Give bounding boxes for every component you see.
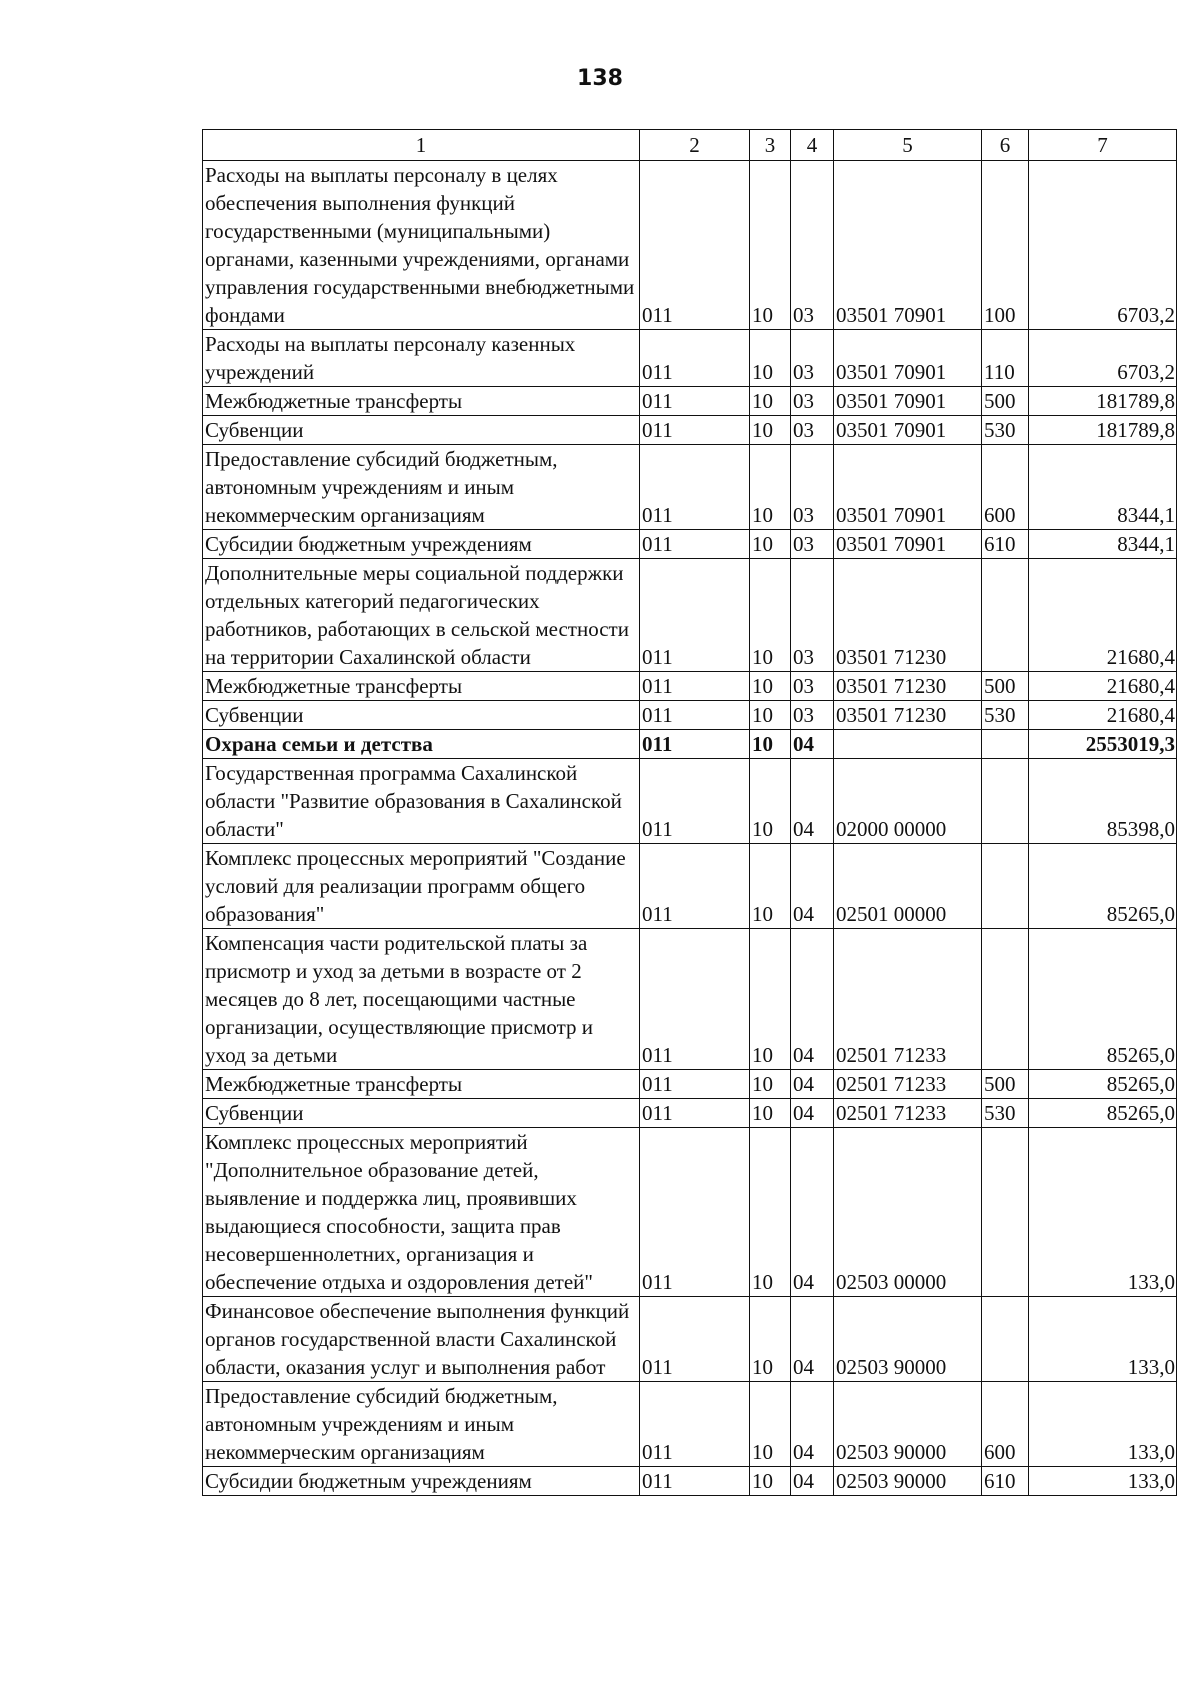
row-subsection-code: 04	[791, 1128, 834, 1297]
row-amount: 6703,2	[1029, 161, 1177, 330]
table-row	[203, 844, 1177, 929]
header-col-7: 7	[1029, 130, 1177, 161]
row-ministry-code: 011	[640, 759, 750, 844]
row-amount: 85265,0	[1029, 844, 1177, 929]
row-amount: 2553019,3	[1029, 730, 1177, 759]
table-row	[203, 1467, 1177, 1496]
row-ministry-code: 011	[640, 416, 750, 445]
row-section-code: 10	[750, 759, 791, 844]
row-amount: 21680,4	[1029, 672, 1177, 701]
table-row	[203, 672, 1177, 701]
row-section-code: 10	[750, 445, 791, 530]
row-description: Государственная программа Сахалинской области "Развитие образования в Сахалинской области"	[203, 759, 640, 844]
row-ministry-code: 011	[640, 730, 750, 759]
row-target-article: 02503 90000	[834, 1467, 982, 1496]
row-subsection-code: 04	[791, 730, 834, 759]
table-row	[203, 416, 1177, 445]
budget-table	[202, 129, 1177, 1496]
row-target-article: 02503 00000	[834, 1128, 982, 1297]
row-section-code: 10	[750, 1467, 791, 1496]
header-col-2: 2	[640, 130, 750, 161]
row-description: Субвенции	[203, 1099, 640, 1128]
table-row	[203, 759, 1177, 844]
row-section-code: 10	[750, 559, 791, 672]
header-col-4: 4	[791, 130, 834, 161]
row-amount: 85265,0	[1029, 929, 1177, 1070]
header-col-5: 5	[834, 130, 982, 161]
row-description: Предоставление субсидий бюджетным, автономным учреждениям и иным некоммерческим организациям	[203, 445, 640, 530]
row-expense-type	[982, 844, 1029, 929]
row-description: Субсидии бюджетным учреждениям	[203, 1467, 640, 1496]
row-description: Предоставление субсидий бюджетным, автономным учреждениям и иным некоммерческим организациям	[203, 1382, 640, 1467]
row-amount: 181789,8	[1029, 387, 1177, 416]
row-expense-type: 500	[982, 1070, 1029, 1099]
row-amount: 133,0	[1029, 1382, 1177, 1467]
row-subsection-code: 03	[791, 387, 834, 416]
row-description: Расходы на выплаты персоналу казенных учреждений	[203, 330, 640, 387]
row-ministry-code: 011	[640, 387, 750, 416]
row-expense-type: 500	[982, 387, 1029, 416]
row-expense-type: 600	[982, 1382, 1029, 1467]
row-section-code: 10	[750, 672, 791, 701]
table-row	[203, 929, 1177, 1070]
header-col-3: 3	[750, 130, 791, 161]
row-section-code: 10	[750, 1128, 791, 1297]
table-row	[203, 1070, 1177, 1099]
row-expense-type	[982, 1297, 1029, 1382]
row-subsection-code: 04	[791, 1099, 834, 1128]
row-amount: 21680,4	[1029, 701, 1177, 730]
table-row	[203, 161, 1177, 330]
header-row	[203, 130, 1177, 161]
row-section-code: 10	[750, 844, 791, 929]
row-amount: 133,0	[1029, 1467, 1177, 1496]
row-expense-type	[982, 929, 1029, 1070]
row-subsection-code: 04	[791, 844, 834, 929]
row-target-article: 03501 70901	[834, 530, 982, 559]
row-target-article: 02503 90000	[834, 1382, 982, 1467]
row-ministry-code: 011	[640, 844, 750, 929]
row-amount: 6703,2	[1029, 330, 1177, 387]
row-section-code: 10	[750, 1099, 791, 1128]
row-ministry-code: 011	[640, 445, 750, 530]
row-description: Субсидии бюджетным учреждениям	[203, 530, 640, 559]
row-section-code: 10	[750, 416, 791, 445]
row-description: Охрана семьи и детства	[203, 730, 640, 759]
row-description: Финансовое обеспечение выполнения функций органов государственной власти Сахалинской области, оказания услуг и выполнения работ	[203, 1297, 640, 1382]
row-subsection-code: 04	[791, 929, 834, 1070]
row-description: Комплекс процессных мероприятий "Дополнительное образование детей, выявление и поддержка лиц, проявивших выдающиеся способности, защита прав несовершеннолетних, организация и обеспечение отдыха и оздоровления детей"	[203, 1128, 640, 1297]
row-ministry-code: 011	[640, 929, 750, 1070]
row-target-article: 03501 70901	[834, 330, 982, 387]
row-target-article: 02501 71233	[834, 929, 982, 1070]
row-expense-type	[982, 759, 1029, 844]
row-subsection-code: 03	[791, 161, 834, 330]
row-target-article: 02501 71233	[834, 1099, 982, 1128]
row-description: Межбюджетные трансферты	[203, 387, 640, 416]
row-subsection-code: 03	[791, 672, 834, 701]
row-section-code: 10	[750, 730, 791, 759]
row-amount: 8344,1	[1029, 530, 1177, 559]
row-description: Субвенции	[203, 701, 640, 730]
row-description: Межбюджетные трансферты	[203, 672, 640, 701]
row-description: Комплекс процессных мероприятий "Создание условий для реализации программ общего образования"	[203, 844, 640, 929]
row-amount: 21680,4	[1029, 559, 1177, 672]
row-expense-type	[982, 1128, 1029, 1297]
table-row	[203, 445, 1177, 530]
row-expense-type: 610	[982, 530, 1029, 559]
row-ministry-code: 011	[640, 701, 750, 730]
row-ministry-code: 011	[640, 1382, 750, 1467]
row-expense-type: 110	[982, 330, 1029, 387]
row-target-article: 03501 70901	[834, 161, 982, 330]
row-amount: 85265,0	[1029, 1099, 1177, 1128]
row-subsection-code: 04	[791, 759, 834, 844]
row-ministry-code: 011	[640, 1099, 750, 1128]
row-expense-type	[982, 559, 1029, 672]
row-target-article: 03501 71230	[834, 672, 982, 701]
row-section-code: 10	[750, 1382, 791, 1467]
row-description: Субвенции	[203, 416, 640, 445]
row-ministry-code: 011	[640, 161, 750, 330]
row-section-code: 10	[750, 330, 791, 387]
row-subsection-code: 04	[791, 1467, 834, 1496]
row-amount: 133,0	[1029, 1297, 1177, 1382]
row-expense-type: 600	[982, 445, 1029, 530]
row-ministry-code: 011	[640, 330, 750, 387]
row-expense-type: 500	[982, 672, 1029, 701]
row-target-article: 02501 71233	[834, 1070, 982, 1099]
row-expense-type: 530	[982, 416, 1029, 445]
row-amount: 181789,8	[1029, 416, 1177, 445]
row-target-article: 02503 90000	[834, 1297, 982, 1382]
table-row	[203, 1128, 1177, 1297]
row-ministry-code: 011	[640, 1070, 750, 1099]
table-row	[203, 730, 1177, 759]
table-row	[203, 1382, 1177, 1467]
row-target-article: 02000 00000	[834, 759, 982, 844]
row-subsection-code: 04	[791, 1382, 834, 1467]
row-subsection-code: 03	[791, 416, 834, 445]
row-target-article: 02501 00000	[834, 844, 982, 929]
row-section-code: 10	[750, 387, 791, 416]
row-section-code: 10	[750, 1070, 791, 1099]
row-expense-type: 610	[982, 1467, 1029, 1496]
table-row	[203, 701, 1177, 730]
page-number: 138	[577, 66, 623, 91]
row-ministry-code: 011	[640, 672, 750, 701]
row-amount: 85398,0	[1029, 759, 1177, 844]
row-expense-type	[982, 730, 1029, 759]
row-description: Дополнительные меры социальной поддержки отдельных категорий педагогических работников, работающих в сельской местности на территории Сахалинской области	[203, 559, 640, 672]
table-row	[203, 559, 1177, 672]
header-col-1: 1	[203, 130, 640, 161]
row-ministry-code: 011	[640, 1467, 750, 1496]
table-row	[203, 530, 1177, 559]
row-expense-type: 100	[982, 161, 1029, 330]
row-expense-type: 530	[982, 701, 1029, 730]
row-description: Компенсация части родительской платы за присмотр и уход за детьми в возрасте от 2 месяцев до 8 лет, посещающими частные организации, осуществляющие присмотр и уход за детьми	[203, 929, 640, 1070]
table-row	[203, 1297, 1177, 1382]
table-row	[203, 387, 1177, 416]
row-section-code: 10	[750, 161, 791, 330]
table-row	[203, 1099, 1177, 1128]
row-subsection-code: 03	[791, 530, 834, 559]
row-target-article: 03501 71230	[834, 559, 982, 672]
row-target-article	[834, 730, 982, 759]
row-section-code: 10	[750, 701, 791, 730]
row-target-article: 03501 70901	[834, 416, 982, 445]
row-target-article: 03501 70901	[834, 387, 982, 416]
row-subsection-code: 04	[791, 1297, 834, 1382]
row-ministry-code: 011	[640, 559, 750, 672]
row-amount: 85265,0	[1029, 1070, 1177, 1099]
table-row	[203, 330, 1177, 387]
row-target-article: 03501 71230	[834, 701, 982, 730]
row-amount: 133,0	[1029, 1128, 1177, 1297]
row-subsection-code: 03	[791, 701, 834, 730]
row-target-article: 03501 70901	[834, 445, 982, 530]
row-subsection-code: 04	[791, 1070, 834, 1099]
row-amount: 8344,1	[1029, 445, 1177, 530]
row-section-code: 10	[750, 929, 791, 1070]
row-description: Межбюджетные трансферты	[203, 1070, 640, 1099]
row-subsection-code: 03	[791, 445, 834, 530]
row-ministry-code: 011	[640, 1128, 750, 1297]
row-ministry-code: 011	[640, 1297, 750, 1382]
header-col-6: 6	[982, 130, 1029, 161]
row-subsection-code: 03	[791, 559, 834, 672]
row-section-code: 10	[750, 1297, 791, 1382]
row-subsection-code: 03	[791, 330, 834, 387]
row-description: Расходы на выплаты персоналу в целях обеспечения выполнения функций государственными (муниципальными) органами, казенными учреждениями, органами управления государственными внебюджетными фондами	[203, 161, 640, 330]
row-section-code: 10	[750, 530, 791, 559]
row-ministry-code: 011	[640, 530, 750, 559]
row-expense-type: 530	[982, 1099, 1029, 1128]
